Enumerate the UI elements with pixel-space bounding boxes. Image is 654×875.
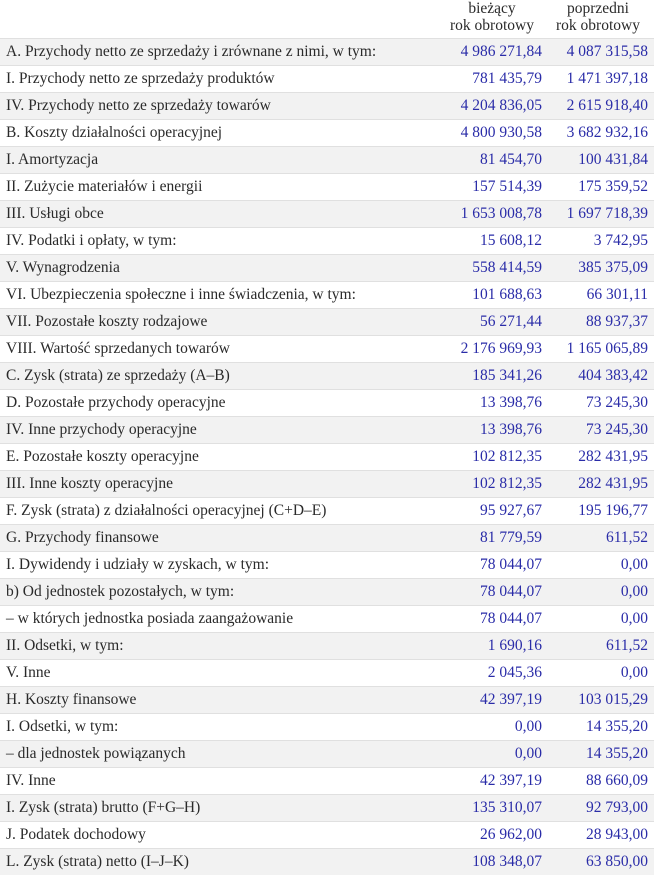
table-row [0, 497, 654, 524]
row-value-previous-year: 88 660,09 [548, 767, 654, 794]
row-value-previous-year: 3 682 932,16 [548, 119, 654, 146]
row-label: V. Wynagrodzenia [0, 254, 442, 281]
row-value-previous-year: 0,00 [548, 578, 654, 605]
table-row [0, 821, 654, 848]
row-value-previous-year: 0,00 [548, 605, 654, 632]
row-label: – w których jednostka posiada zaangażowanie [0, 605, 442, 632]
table-row [0, 524, 654, 551]
row-value-current-year: 81 454,70 [442, 146, 548, 173]
row-label: IV. Inne [0, 767, 442, 794]
table-row [0, 416, 654, 443]
row-label: II. Odsetki, w tym: [0, 632, 442, 659]
row-value-previous-year: 28 943,00 [548, 821, 654, 848]
row-value-previous-year: 0,00 [548, 551, 654, 578]
row-value-previous-year: 92 793,00 [548, 794, 654, 821]
row-value-previous-year: 14 355,20 [548, 713, 654, 740]
table-row [0, 767, 654, 794]
row-value-previous-year: 73 245,30 [548, 389, 654, 416]
row-value-current-year: 0,00 [442, 713, 548, 740]
row-value-previous-year: 14 355,20 [548, 740, 654, 767]
row-value-previous-year: 175 359,52 [548, 173, 654, 200]
row-label: L. Zysk (strata) netto (I–J–K) [0, 848, 442, 875]
table-row [0, 200, 654, 227]
row-label: D. Pozostałe przychody operacyjne [0, 389, 442, 416]
row-value-previous-year: 88 937,37 [548, 308, 654, 335]
table-row [0, 119, 654, 146]
row-value-current-year: 1 690,16 [442, 632, 548, 659]
row-value-current-year: 78 044,07 [442, 605, 548, 632]
row-value-previous-year: 282 431,95 [548, 443, 654, 470]
row-value-current-year: 101 688,63 [442, 281, 548, 308]
table-row [0, 335, 654, 362]
row-value-current-year: 781 435,79 [442, 65, 548, 92]
row-value-current-year: 13 398,76 [442, 416, 548, 443]
row-label: C. Zysk (strata) ze sprzedaży (A–B) [0, 362, 442, 389]
table-row [0, 794, 654, 821]
row-label: VIII. Wartość sprzedanych towarów [0, 335, 442, 362]
row-label: III. Usługi obce [0, 200, 442, 227]
row-value-previous-year: 282 431,95 [548, 470, 654, 497]
row-value-current-year: 81 779,59 [442, 524, 548, 551]
row-label: VII. Pozostałe koszty rodzajowe [0, 308, 442, 335]
row-label: B. Koszty działalności operacyjnej [0, 119, 442, 146]
row-label: V. Inne [0, 659, 442, 686]
row-value-previous-year: 63 850,00 [548, 848, 654, 875]
table-row [0, 389, 654, 416]
row-value-current-year: 0,00 [442, 740, 548, 767]
row-label: II. Zużycie materiałów i energii [0, 173, 442, 200]
row-value-current-year: 2 045,36 [442, 659, 548, 686]
row-value-current-year: 42 397,19 [442, 767, 548, 794]
row-label: H. Koszty finansowe [0, 686, 442, 713]
row-value-current-year: 1 653 008,78 [442, 200, 548, 227]
table-row [0, 605, 654, 632]
header-current-year-line2: rok obrotowy [450, 17, 534, 35]
row-label: J. Podatek dochodowy [0, 821, 442, 848]
row-value-current-year: 95 927,67 [442, 497, 548, 524]
row-label: IV. Inne przychody operacyjne [0, 416, 442, 443]
row-value-previous-year: 1 697 718,39 [548, 200, 654, 227]
row-value-current-year: 13 398,76 [442, 389, 548, 416]
table-row [0, 92, 654, 119]
row-value-previous-year: 3 742,95 [548, 227, 654, 254]
header-previous-year-line2: rok obrotowy [556, 17, 640, 35]
row-value-previous-year: 1 165 065,89 [548, 335, 654, 362]
header-previous-year-line1: poprzedni [567, 0, 629, 17]
row-label: A. Przychody netto ze sprzedaży i zrównane z nimi, w tym: [0, 38, 442, 65]
table-row [0, 281, 654, 308]
table-header [0, 0, 654, 38]
row-value-current-year: 558 414,59 [442, 254, 548, 281]
row-value-current-year: 4 986 271,84 [442, 38, 548, 65]
row-value-current-year: 4 204 836,05 [442, 92, 548, 119]
row-label: E. Pozostałe koszty operacyjne [0, 443, 442, 470]
row-value-current-year: 15 608,12 [442, 227, 548, 254]
table-row [0, 254, 654, 281]
header-current-year [442, 0, 548, 38]
row-value-previous-year: 2 615 918,40 [548, 92, 654, 119]
row-value-current-year: 157 514,39 [442, 173, 548, 200]
row-value-previous-year: 195 196,77 [548, 497, 654, 524]
table-row [0, 578, 654, 605]
table-row [0, 227, 654, 254]
row-label: I. Odsetki, w tym: [0, 713, 442, 740]
table-row [0, 848, 654, 875]
row-label: b) Od jednostek pozostałych, w tym: [0, 578, 442, 605]
row-value-previous-year: 1 471 397,18 [548, 65, 654, 92]
table-row [0, 686, 654, 713]
row-value-previous-year: 611,52 [548, 524, 654, 551]
row-value-current-year: 56 271,44 [442, 308, 548, 335]
table-row [0, 38, 654, 65]
row-value-previous-year: 0,00 [548, 659, 654, 686]
table-body [0, 38, 654, 875]
header-previous-year [548, 0, 654, 38]
row-value-current-year: 4 800 930,58 [442, 119, 548, 146]
table-row [0, 713, 654, 740]
row-value-current-year: 185 341,26 [442, 362, 548, 389]
row-value-current-year: 102 812,35 [442, 443, 548, 470]
row-value-current-year: 102 812,35 [442, 470, 548, 497]
table-row [0, 65, 654, 92]
header-current-year-line1: bieżący [468, 0, 516, 17]
table-row [0, 173, 654, 200]
table-row [0, 470, 654, 497]
header-label-column [0, 0, 442, 38]
table-row [0, 740, 654, 767]
row-value-current-year: 78 044,07 [442, 551, 548, 578]
table-row [0, 659, 654, 686]
row-value-current-year: 78 044,07 [442, 578, 548, 605]
row-value-previous-year: 103 015,29 [548, 686, 654, 713]
row-value-current-year: 26 962,00 [442, 821, 548, 848]
table-row [0, 551, 654, 578]
row-label: IV. Przychody netto ze sprzedaży towarów [0, 92, 442, 119]
table-row [0, 308, 654, 335]
row-value-previous-year: 73 245,30 [548, 416, 654, 443]
row-label: IV. Podatki i opłaty, w tym: [0, 227, 442, 254]
row-label: III. Inne koszty operacyjne [0, 470, 442, 497]
row-label: VI. Ubezpieczenia społeczne i inne świadczenia, w tym: [0, 281, 442, 308]
row-label: I. Zysk (strata) brutto (F+G–H) [0, 794, 442, 821]
row-value-previous-year: 404 383,42 [548, 362, 654, 389]
row-value-previous-year: 4 087 315,58 [548, 38, 654, 65]
header-row [0, 0, 654, 38]
row-label: I. Przychody netto ze sprzedaży produktów [0, 65, 442, 92]
row-value-previous-year: 385 375,09 [548, 254, 654, 281]
table-row [0, 362, 654, 389]
row-value-current-year: 108 348,07 [442, 848, 548, 875]
row-value-current-year: 135 310,07 [442, 794, 548, 821]
row-label: I. Amortyzacja [0, 146, 442, 173]
row-label: G. Przychody finansowe [0, 524, 442, 551]
table-row [0, 443, 654, 470]
row-label: – dla jednostek powiązanych [0, 740, 442, 767]
table-row [0, 632, 654, 659]
row-value-previous-year: 66 301,11 [548, 281, 654, 308]
row-value-current-year: 2 176 969,93 [442, 335, 548, 362]
row-value-previous-year: 611,52 [548, 632, 654, 659]
table-row [0, 146, 654, 173]
row-value-current-year: 42 397,19 [442, 686, 548, 713]
row-label: I. Dywidendy i udziały w zyskach, w tym: [0, 551, 442, 578]
row-value-previous-year: 100 431,84 [548, 146, 654, 173]
row-label: F. Zysk (strata) z działalności operacyjnej (C+D–E) [0, 497, 442, 524]
